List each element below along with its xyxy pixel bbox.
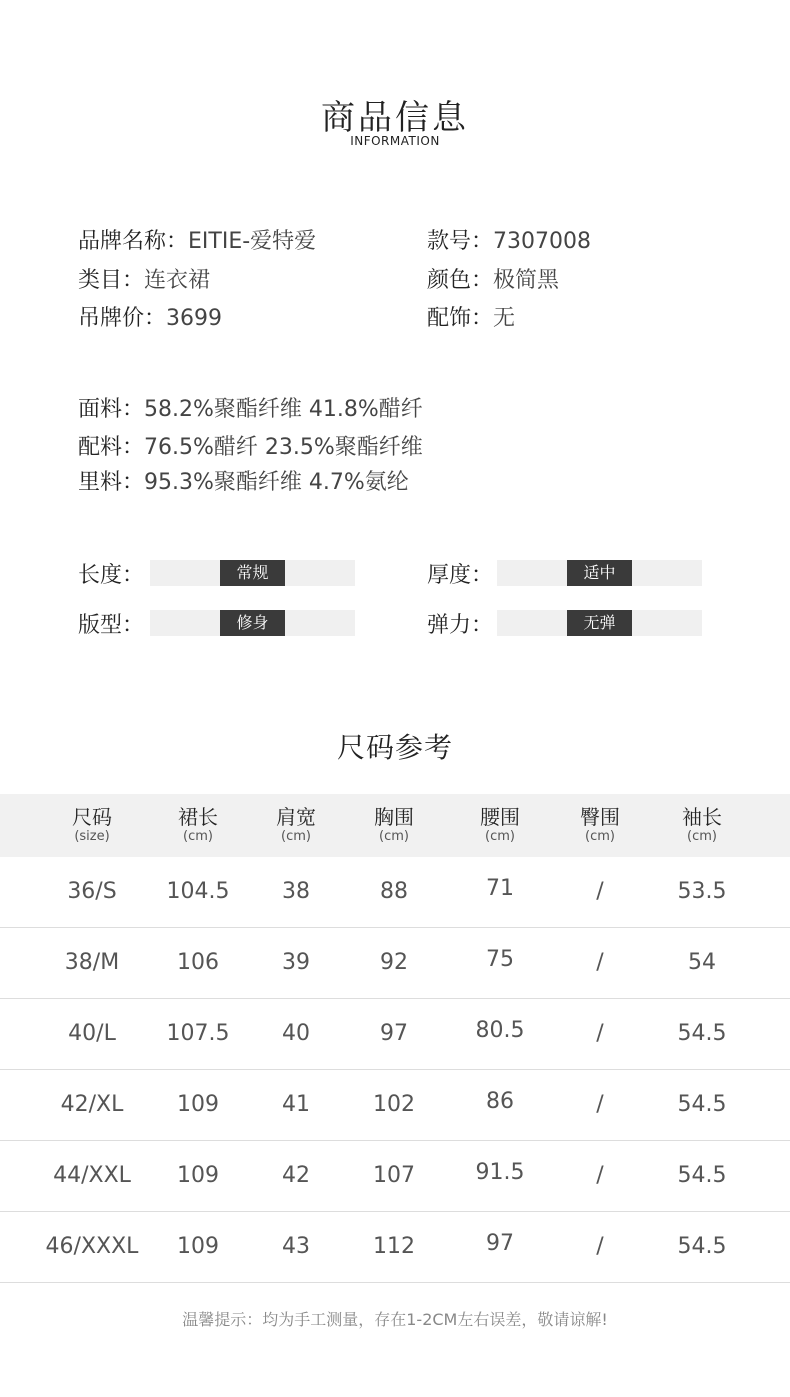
cell-shoulder: 39 bbox=[282, 950, 310, 975]
cell-dress-length: 109 bbox=[177, 1163, 219, 1188]
brand-label: 品牌名称： bbox=[78, 229, 189, 254]
lining-label: 里料： bbox=[78, 470, 145, 495]
header-name: 臀围 bbox=[580, 805, 620, 829]
cell-dress-length: 104.5 bbox=[166, 879, 230, 904]
trim-label: 配料： bbox=[78, 435, 145, 460]
style-no-value: 7307008 bbox=[493, 229, 591, 254]
cell-size: 38/M bbox=[64, 950, 120, 975]
cell-shoulder: 43 bbox=[282, 1234, 310, 1259]
header-unit: (cm) bbox=[379, 829, 409, 844]
cell-sleeve: 54.5 bbox=[677, 1021, 727, 1046]
thickness-label: 厚度： bbox=[427, 563, 494, 588]
fabric-value: 58.2%聚酯纤维 41.8%醋纤 bbox=[144, 397, 423, 422]
header-dress-length bbox=[148, 804, 248, 844]
lining-value: 95.3%聚酯纤维 4.7%氨纶 bbox=[144, 470, 409, 495]
cell-shoulder: 42 bbox=[282, 1163, 310, 1188]
cell-size: 36/S bbox=[67, 879, 117, 904]
elasticity-label: 弹力： bbox=[427, 613, 494, 638]
color-row bbox=[427, 263, 559, 294]
cell-waist: 86 bbox=[486, 1089, 514, 1114]
fabric-label: 面料： bbox=[78, 397, 145, 422]
cell-size: 46/XXXL bbox=[45, 1234, 139, 1259]
header-name: 袖长 bbox=[682, 805, 722, 829]
style-no-label: 款号： bbox=[427, 229, 494, 254]
cell-bust: 92 bbox=[380, 950, 408, 975]
cell-hip: / bbox=[596, 1163, 604, 1188]
elasticity-chip: 无弹 bbox=[567, 610, 632, 636]
category-row bbox=[78, 263, 210, 294]
table-row bbox=[0, 857, 790, 928]
fabric-row bbox=[78, 392, 423, 423]
table-row bbox=[0, 928, 790, 999]
price-value: 3699 bbox=[166, 306, 223, 331]
cell-dress-length: 106 bbox=[177, 950, 219, 975]
cell-bust: 107 bbox=[373, 1163, 415, 1188]
header-name: 尺码 bbox=[72, 805, 112, 829]
cell-sleeve: 54.5 bbox=[677, 1092, 727, 1117]
header-sleeve bbox=[652, 804, 752, 844]
cell-sleeve: 54.5 bbox=[677, 1234, 727, 1259]
price-row bbox=[78, 301, 222, 332]
elasticity-bar bbox=[497, 610, 702, 636]
cell-shoulder: 38 bbox=[282, 879, 310, 904]
cell-sleeve: 54 bbox=[688, 950, 716, 975]
header-bust bbox=[344, 804, 444, 844]
length-label: 长度： bbox=[78, 563, 145, 588]
accessory-row bbox=[427, 301, 515, 332]
lining-row bbox=[78, 465, 409, 496]
category-value: 连衣裙 bbox=[144, 268, 211, 293]
cell-waist: 75 bbox=[486, 947, 514, 972]
cell-hip: / bbox=[596, 950, 604, 975]
cell-waist: 80.5 bbox=[475, 1018, 525, 1043]
trim-row bbox=[78, 430, 423, 461]
cell-waist: 71 bbox=[486, 876, 514, 901]
cell-hip: / bbox=[596, 879, 604, 904]
fit-label: 版型： bbox=[78, 613, 145, 638]
header-waist bbox=[450, 804, 550, 844]
cell-hip: / bbox=[596, 1021, 604, 1046]
table-row bbox=[0, 1070, 790, 1141]
color-value: 极简黑 bbox=[493, 268, 560, 293]
cell-shoulder: 40 bbox=[282, 1021, 310, 1046]
header-name: 裙长 bbox=[178, 805, 218, 829]
accessory-label: 配饰： bbox=[427, 306, 494, 331]
header-shoulder bbox=[246, 804, 346, 844]
cell-hip: / bbox=[596, 1092, 604, 1117]
header-unit: (cm) bbox=[281, 829, 311, 844]
table-row bbox=[0, 1212, 790, 1283]
cell-dress-length: 107.5 bbox=[166, 1021, 230, 1046]
header-unit: (cm) bbox=[585, 829, 615, 844]
page-title: 商品信息 bbox=[321, 98, 469, 138]
cell-shoulder: 41 bbox=[282, 1092, 310, 1117]
brand-value: EITIE-爱特爱 bbox=[188, 229, 317, 254]
cell-bust: 112 bbox=[373, 1234, 415, 1259]
cell-hip: / bbox=[596, 1234, 604, 1259]
measurement-note: 温馨提示：均为手工测量，存在1-2CM左右误差，敬请谅解! bbox=[182, 1310, 608, 1329]
category-label: 类目： bbox=[78, 268, 145, 293]
table-row bbox=[0, 999, 790, 1070]
cell-dress-length: 109 bbox=[177, 1234, 219, 1259]
cell-bust: 88 bbox=[380, 879, 408, 904]
length-bar bbox=[150, 560, 355, 586]
cell-waist: 97 bbox=[486, 1231, 514, 1256]
header-unit: (size) bbox=[74, 829, 110, 844]
cell-size: 40/L bbox=[68, 1021, 116, 1046]
thickness-chip: 适中 bbox=[567, 560, 632, 586]
cell-size: 44/XXL bbox=[53, 1163, 131, 1188]
cell-bust: 97 bbox=[380, 1021, 408, 1046]
header-name: 肩宽 bbox=[276, 805, 316, 829]
size-chart-title: 尺码参考 bbox=[336, 731, 453, 764]
header-hip bbox=[550, 804, 650, 844]
header-size bbox=[42, 804, 142, 844]
header-unit: (cm) bbox=[687, 829, 717, 844]
cell-dress-length: 109 bbox=[177, 1092, 219, 1117]
cell-size: 42/XL bbox=[60, 1092, 124, 1117]
header-name: 腰围 bbox=[480, 805, 520, 829]
size-table-header bbox=[0, 794, 790, 857]
fit-chip: 修身 bbox=[220, 610, 285, 636]
header-name: 胸围 bbox=[374, 805, 414, 829]
page-subtitle: INFORMATION bbox=[350, 134, 440, 148]
brand-row bbox=[78, 224, 316, 255]
style-no-row bbox=[427, 224, 591, 255]
cell-waist: 91.5 bbox=[475, 1160, 525, 1185]
price-label: 吊牌价： bbox=[78, 306, 167, 331]
accessory-value: 无 bbox=[493, 306, 516, 331]
cell-sleeve: 53.5 bbox=[677, 879, 727, 904]
length-chip: 常规 bbox=[220, 560, 285, 586]
cell-sleeve: 54.5 bbox=[677, 1163, 727, 1188]
thickness-bar bbox=[497, 560, 702, 586]
trim-value: 76.5%醋纤 23.5%聚酯纤维 bbox=[144, 435, 423, 460]
cell-bust: 102 bbox=[373, 1092, 415, 1117]
fit-bar bbox=[150, 610, 355, 636]
color-label: 颜色： bbox=[427, 268, 494, 293]
header-unit: (cm) bbox=[485, 829, 515, 844]
table-row bbox=[0, 1141, 790, 1212]
header-unit: (cm) bbox=[183, 829, 213, 844]
